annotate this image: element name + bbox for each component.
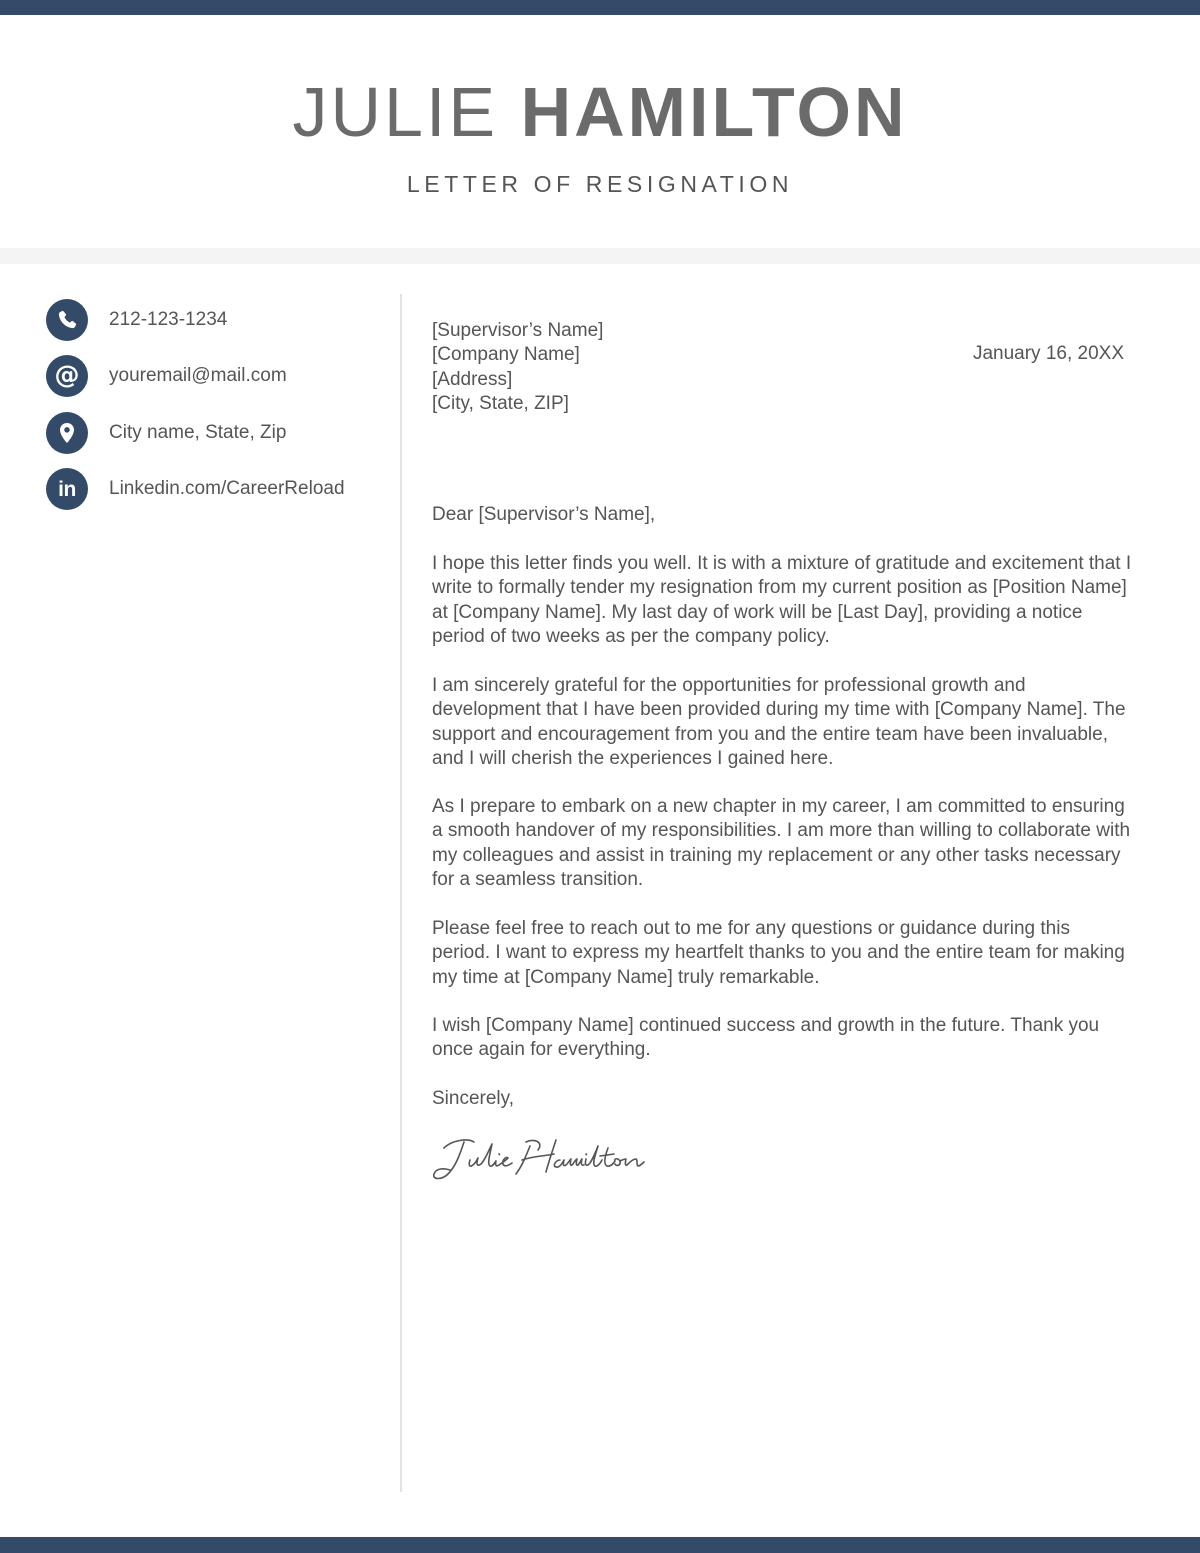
location-text: City name, State, Zip — [109, 422, 287, 443]
header-divider-band — [0, 248, 1200, 264]
contact-email — [46, 355, 386, 397]
document-subtitle: LETTER OF RESIGNATION — [406, 171, 794, 197]
body-paragraph: I wish [Company Name] continued success and growth in the future. Thank you once again for everything. — [432, 1015, 1100, 1061]
body-paragraph: Please feel free to reach out to me for any questions or guidance during this period. I want to express my heartfelt thanks to you and the entire team for making my time at [Company Name] truly remarkable. — [432, 918, 1125, 988]
location-icon — [46, 412, 88, 454]
body-paragraph: I hope this letter finds you well. It is with a mixture of gratitude and excitement that I write to formally tender my resignation from my current position as [Position Name] at [Company Name]. My last day of work will be [Last Day], providing a notice period of two weeks as per the company policy. — [432, 553, 1132, 648]
closing: Sincerely, — [432, 1088, 515, 1109]
recipient-company: [Company Name] — [432, 344, 580, 366]
last-name: HAMILTON — [520, 73, 908, 151]
recipient-street: [Address] — [432, 368, 513, 390]
salutation: Dear [Supervisor’s Name], — [432, 504, 656, 525]
body-paragraph: As I prepare to embark on a new chapter in my career, I am committed to ensuring a smooth handover of my responsibilities. I am more than willing to collaborate with my colleagues and assist in training my replacement or any other tasks necessary for a seamless transition. — [432, 796, 1131, 891]
handwritten-signature — [430, 1134, 750, 1184]
letter-date: January 16, 20XX — [972, 343, 1124, 364]
bottom-accent-bar — [0, 1537, 1200, 1553]
contact-phone — [46, 299, 386, 341]
page-title — [0, 72, 1200, 152]
linkedin-link[interactable]: Linkedin.com/CareerReload — [109, 478, 345, 499]
phone-icon — [46, 299, 88, 341]
column-divider — [400, 294, 402, 1492]
recipient-supervisor: [Supervisor’s Name] — [432, 320, 604, 341]
contact-location — [46, 412, 386, 454]
email-address[interactable]: youremail@mail.com — [109, 365, 287, 386]
email-icon: @ — [46, 355, 88, 397]
phone-number[interactable]: 212-123-1234 — [109, 309, 228, 330]
contact-linkedin — [46, 468, 386, 510]
body-paragraph: I am sincerely grateful for the opportunities for professional growth and development that I have been provided during my time with [Company Name]. The support and encouragement from you and the entire team have been invaluable, and I will cherish the experiences I gained here. — [432, 675, 1126, 770]
recipient-city: [City, State, ZIP] — [432, 393, 569, 415]
linkedin-icon: in — [46, 468, 88, 510]
top-accent-bar — [0, 0, 1200, 15]
recipient-address — [432, 319, 1132, 417]
first-name: JULIE — [292, 73, 499, 151]
